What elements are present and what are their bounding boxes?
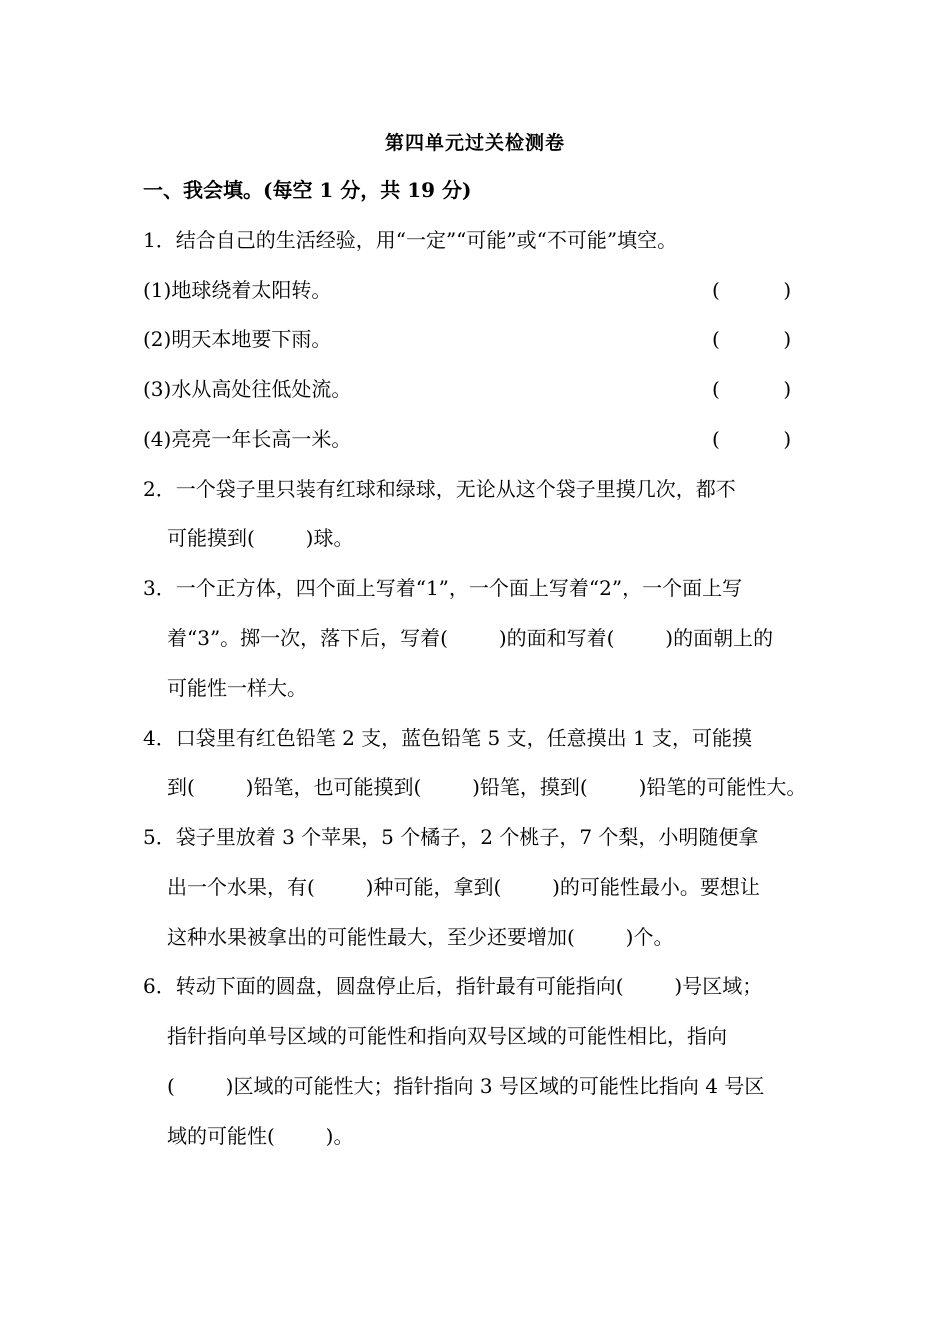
answer-blank[interactable]: ( ) xyxy=(712,377,792,401)
question-6-line-3: ( )区域的可能性大；指针指向 3 号区域的可能性比指向 4 号区 xyxy=(167,1074,765,1098)
answer-blank[interactable]: ( ) xyxy=(712,327,792,351)
question-4-line-2: 到( )铅笔，也可能摸到( )铅笔，摸到( )铅笔的可能性大。 xyxy=(167,775,807,799)
answer-blank[interactable]: ( ) xyxy=(712,278,792,302)
question-3-line-3: 可能性一样大。 xyxy=(167,676,307,700)
page-title: 第四单元过关检测卷 xyxy=(384,132,565,154)
question-2-line-2: 可能摸到( )球。 xyxy=(167,526,354,550)
question-4-line-1: 4．口袋里有红色铅笔 2 支，蓝色铅笔 5 支，任意摸出 1 支，可能摸 xyxy=(143,726,753,750)
question-3-line-2: 着“3”。掷一次，落下后，写着( )的面和写着( )的面朝上的 xyxy=(167,626,774,650)
question-1-stem: 1．结合自己的生活经验，用“一定”“可能”或“不可能”填空。 xyxy=(143,228,678,252)
question-5-line-2: 出一个水果，有( )种可能，拿到( )的可能性最小。要想让 xyxy=(167,875,760,899)
question-5-line-3: 这种水果被拿出的可能性最大，至少还要增加( )个。 xyxy=(167,925,674,949)
question-1-item-1: (1)地球绕着太阳转。 xyxy=(143,278,332,302)
question-2-line-1: 2．一个袋子里只装有红球和绿球，无论从这个袋子里摸几次，都不 xyxy=(143,477,736,501)
question-6-line-2: 指针指向单号区域的可能性和指向双号区域的可能性相比，指向 xyxy=(167,1024,727,1048)
question-1-item-3: (3)水从高处往低处流。 xyxy=(143,377,352,401)
question-5-line-1: 5．袋子里放着 3 个苹果，5 个橘子，2 个桃子，7 个梨，小明随便拿 xyxy=(143,825,759,849)
question-1-item-2: (2)明天本地要下雨。 xyxy=(143,327,332,351)
section-heading: 一、我会填。(每空 1 分，共 19 分) xyxy=(143,178,472,202)
question-6-line-1: 6．转动下面的圆盘，圆盘停止后，指针最有可能指向( )号区域； xyxy=(143,974,763,998)
question-6-line-4: 域的可能性( )。 xyxy=(167,1124,354,1148)
question-3-line-1: 3．一个正方体，四个面上写着“1”，一个面上写着“2”，一个面上写 xyxy=(143,576,743,600)
answer-blank[interactable]: ( ) xyxy=(712,427,792,451)
question-1-item-4: (4)亮亮一年长高一米。 xyxy=(143,427,352,451)
